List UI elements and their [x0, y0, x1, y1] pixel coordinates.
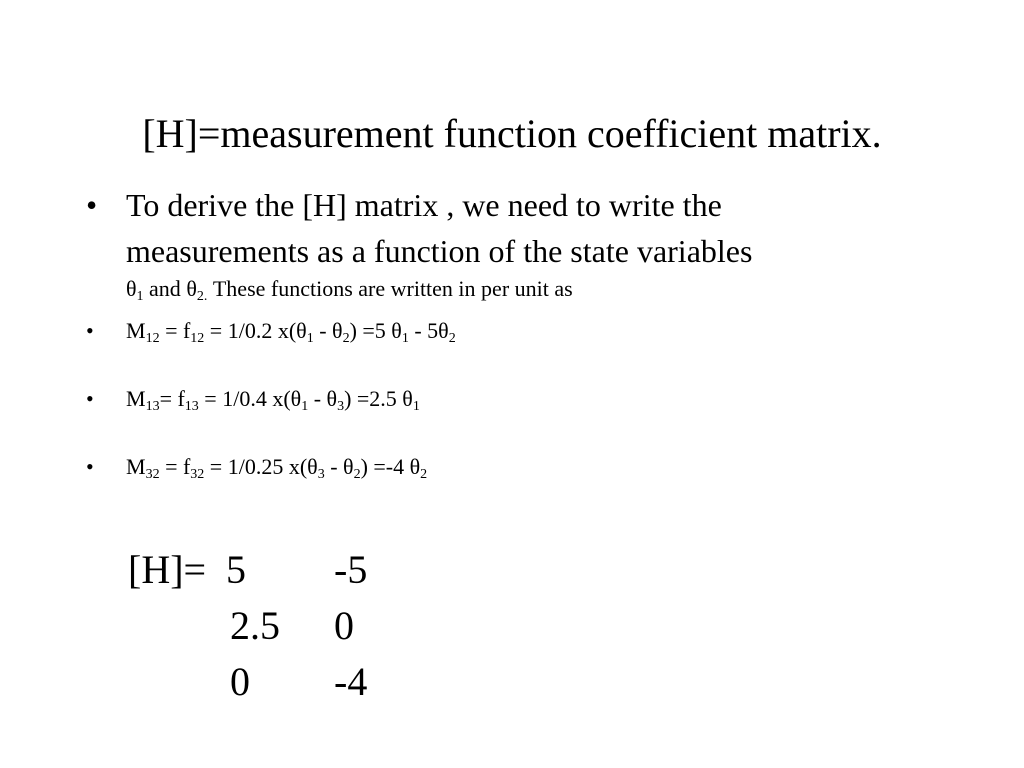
subscript: 3: [337, 399, 345, 414]
subscript: 2: [342, 331, 350, 346]
bullet-dot: •: [86, 318, 94, 343]
subscript: 1: [306, 331, 314, 346]
equation-bullet-m12: [86, 316, 456, 346]
subscript: 2: [420, 467, 428, 482]
eq-text: = f: [159, 318, 191, 343]
eq-text: = 1/0.25 x(θ: [204, 454, 318, 479]
subscript: 2: [353, 467, 361, 482]
subscript: 1: [412, 399, 420, 414]
eq-text: M: [126, 386, 146, 411]
eq-text: - θ: [313, 318, 343, 343]
matrix-cell: 2.5: [230, 603, 280, 648]
equation-bullet-m32: [86, 452, 427, 482]
subscript: 13: [184, 399, 199, 414]
eq-text: - θ: [324, 454, 354, 479]
bullet-dot: •: [86, 386, 94, 411]
eq-text: - 5θ: [408, 318, 449, 343]
eq-text: = 1/0.2 x(θ: [204, 318, 307, 343]
matrix-cell: -5: [334, 547, 368, 592]
matrix-cell: 5: [226, 547, 246, 592]
subscript: 32: [190, 467, 205, 482]
matrix-label: [H]=: [128, 547, 207, 592]
intro-bullet: [86, 182, 986, 304]
theta-symbol: θ: [186, 276, 197, 301]
subscript: 1: [136, 289, 144, 304]
eq-text: = 1/0.4 x(θ: [198, 386, 302, 411]
matrix-cell: 0: [334, 603, 354, 648]
subscript: 13: [145, 399, 160, 414]
eq-text: M: [126, 318, 146, 343]
bullet-dot: •: [86, 187, 98, 223]
eq-text: - θ: [308, 386, 338, 411]
intro-rest: These functions are written in per unit as: [207, 276, 573, 301]
intro-line-3: [126, 274, 986, 304]
subscript: 3: [317, 467, 325, 482]
subscript: 2: [448, 331, 456, 346]
eq-text: ) =2.5 θ: [344, 386, 413, 411]
eq-text: M: [126, 454, 146, 479]
subscript: 12: [145, 331, 160, 346]
eq-text: = f: [159, 386, 185, 411]
subscript: 12: [190, 331, 205, 346]
eq-text: ) =-4 θ: [360, 454, 421, 479]
subscript: 1: [301, 399, 309, 414]
theta-symbol: θ: [126, 276, 137, 301]
subscript: 2.: [196, 289, 208, 304]
eq-text: ) =5 θ: [349, 318, 402, 343]
subscript: 32: [145, 467, 160, 482]
eq-text: = f: [159, 454, 191, 479]
equation-bullet-m13: [86, 384, 420, 414]
intro-and: and: [143, 276, 187, 301]
intro-line-2: measurements as a function of the state variables: [126, 233, 753, 269]
matrix-cell: -4: [334, 659, 368, 704]
bullet-dot: •: [86, 454, 94, 479]
slide-title: [H]=measurement function coefficient matrix.: [142, 111, 882, 156]
matrix-cell: 0: [230, 659, 250, 704]
intro-line-1: To derive the [H] matrix , we need to write the: [126, 187, 722, 223]
subscript: 1: [401, 331, 409, 346]
